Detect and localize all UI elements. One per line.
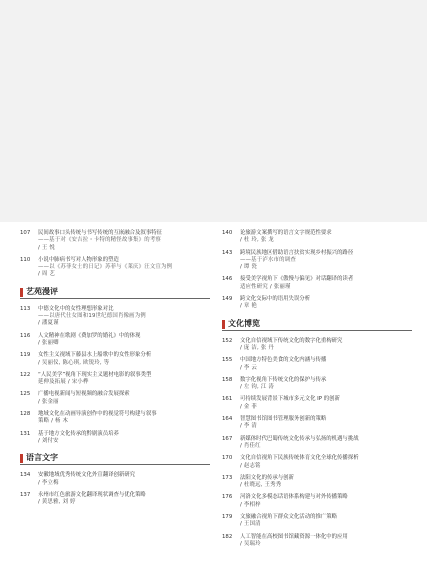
article-title: 广播电视新闻与短视频的融合发展探索 [38, 391, 130, 398]
section-heading-language [20, 453, 210, 465]
page-number: 143 [222, 249, 233, 256]
article-author: / 金 菲 [240, 403, 258, 410]
page-number: 167 [222, 435, 233, 442]
toc-entry[interactable] [222, 357, 412, 372]
toc-entry[interactable] [222, 338, 412, 353]
article-author: / 周 艺 [38, 271, 56, 278]
article-author: / 吴瑞玲 [240, 540, 261, 547]
article-title: 中德文化中的女性理想形象对比 [38, 305, 114, 312]
section-heading-art-review [20, 287, 210, 299]
page-number: 131 [20, 430, 31, 437]
page-number: 152 [222, 337, 233, 344]
article-title: 安徽地域优秀传统文化外宣翻译创新研究 [38, 472, 136, 479]
toc-entry[interactable] [20, 257, 210, 279]
section-heading-culture-expo [222, 319, 412, 331]
section-marker-icon [20, 454, 23, 463]
article-author: / 杜晓远, 王秀秀 [240, 482, 282, 489]
article-title: 可持续发展背景下城市多元文化 IP 的创新 [240, 396, 340, 403]
page-number: 176 [222, 494, 233, 501]
page-number: 164 [222, 416, 233, 423]
toc-entry[interactable] [20, 333, 210, 348]
article-author: / 刘付安 [38, 437, 59, 444]
article-title: 智慧图书馆图书管理服务创新的策略 [240, 416, 327, 423]
article-subtitle: ——基于泸水市的调查 [240, 256, 296, 263]
toc-entry[interactable] [20, 431, 210, 446]
toc-entry[interactable] [222, 436, 412, 451]
article-title: 法阳文化的传承与创新 [240, 474, 294, 481]
toc-entry[interactable] [20, 492, 210, 507]
article-title: 接受美学视角下《傲慢与偏见》对话翻译的读者 [240, 276, 354, 283]
article-subtitle: ——基于对《安吉拉・卡特的精怪故事集》的考察 [38, 237, 161, 244]
page-number: 140 [222, 230, 233, 236]
blank-header-area [0, 0, 427, 222]
article-title: 人工智能在高校图书馆藏资源一体化中的应用 [240, 533, 348, 540]
toc-entry[interactable] [222, 377, 412, 392]
page-number: 155 [222, 357, 233, 364]
article-author: / 李 清 [240, 423, 258, 430]
article-subtitle: ——以唐代仕女图和19世纪德国肖像画为例 [38, 313, 146, 320]
toc-entry[interactable] [222, 494, 412, 509]
article-title: 女性主义视域下藤县水上船歌中的女性形象分析 [38, 352, 152, 359]
article-title: 文化自信视角下民族传统体育文化全球化传播探析 [240, 455, 359, 462]
article-title: 河洛文化多模态话语体系构建与对外传播策略 [240, 494, 348, 501]
article-title: 小说中肺病书写对人物形象的塑造 [38, 256, 119, 263]
article-title: 永州市红色旅游文化翻译现状调查与优化策略 [38, 491, 146, 498]
article-author: / 左 钧, 江 涛 [240, 384, 274, 391]
article-author: / 张金丽 [38, 398, 59, 405]
toc-entry[interactable] [20, 411, 210, 426]
page-number: 149 [222, 296, 233, 303]
page-number: 110 [20, 256, 31, 263]
article-title: 新媒体时代巴蜀传统文化传承与弘扬的机遇与挑战 [240, 435, 359, 442]
article-author: / 张丽卿 [38, 339, 59, 346]
toc-left-column [20, 230, 210, 511]
section-title: 语言文字 [26, 453, 58, 463]
page-number: 161 [222, 396, 233, 403]
article-author: / 王 悦 [38, 244, 56, 251]
page-number: 170 [222, 455, 233, 462]
toc-entry[interactable] [222, 396, 412, 411]
article-author: / 庞 洁, 张 丹 [240, 344, 274, 351]
page-number: 128 [20, 411, 31, 418]
article-author: 策略 / 杨 木 [38, 418, 69, 425]
page-number: 107 [20, 230, 31, 236]
page-number: 173 [222, 474, 233, 481]
article-title: 地域文化在动画导演创作中的视觉符号构建与叙事 [38, 411, 157, 418]
article-title: 跨境民族地区借助语言扶贫实现乡村振兴的路径 [240, 249, 354, 256]
page-number: 116 [20, 332, 31, 339]
article-subtitle: ——以《苏菲女士的日记》苏菲与《莱庆》汪文宣为例 [38, 264, 173, 271]
article-author: / 吴丽仪, 陈心琪, 欧锐玲, 等 [38, 359, 110, 366]
section-marker-icon [222, 320, 225, 329]
toc-entry[interactable] [20, 306, 210, 328]
page-number: 134 [20, 472, 31, 479]
article-author: / 章 艳 [240, 303, 258, 310]
toc-entry[interactable] [222, 475, 412, 490]
article-title: 数字化视角下传统文化的保护与传承 [240, 376, 327, 383]
article-author: 延伸及拓展 / 宋小桦 [38, 379, 89, 386]
article-title: 人文精神在歌剧《费加罗的婚礼》中的体现 [38, 332, 141, 339]
toc-entry[interactable] [20, 391, 210, 406]
page-number: 122 [20, 371, 31, 378]
article-author: / 谭 瓷 [240, 264, 258, 271]
article-title: 论旅游文案撰写的语言文字规范性要求 [240, 230, 332, 236]
toc-entry[interactable] [20, 372, 210, 387]
article-author: / 李相梓 [240, 501, 261, 508]
page-number: 182 [222, 533, 233, 540]
toc-right-column [222, 230, 412, 553]
section-title: 文化博览 [228, 318, 260, 328]
page-number: 125 [20, 391, 31, 398]
article-title: 文旅融合视角下群众文化活动的推广策略 [240, 514, 338, 521]
toc-entry[interactable] [222, 296, 412, 311]
article-title: 中国地方特色美食的文化内涵与传播 [240, 357, 327, 364]
toc-entry[interactable] [222, 230, 412, 245]
toc-entry[interactable] [222, 276, 412, 291]
article-title: “人民美学”视角下现实主义题材电影的叙事类型 [38, 371, 152, 378]
article-author: / 王国清 [240, 521, 261, 528]
article-title: 文化自信视域下传统文化的数字化重构研究 [240, 337, 343, 344]
section-marker-icon [20, 288, 23, 297]
toc-entry[interactable] [222, 455, 412, 470]
page-number: 119 [20, 352, 31, 359]
article-author: 适应性研究 / 张丽瑾 [240, 283, 291, 290]
article-author: / 杜 玲, 张 龙 [240, 237, 274, 244]
article-author: / 李立梅 [38, 479, 59, 486]
article-title: 民间故事口头传统与书写传统的互嵌融合及叙事特征 [38, 230, 162, 236]
toc-entry[interactable] [222, 534, 412, 549]
toc-entry[interactable] [20, 472, 210, 487]
page-number: 146 [222, 276, 233, 283]
article-author: / 肖佳红 [240, 442, 261, 449]
article-author: / 赵志铭 [240, 462, 261, 469]
toc-entry[interactable] [222, 514, 412, 529]
page-number: 113 [20, 305, 31, 312]
page-number: 137 [20, 491, 31, 498]
article-author: / 黄思雅, 刘 婷 [38, 499, 76, 506]
section-title: 艺苑漫评 [26, 286, 58, 296]
article-title: 跨文化交际中的语用失误分析 [240, 296, 311, 303]
toc-entry[interactable] [20, 230, 210, 252]
toc-entry[interactable] [222, 250, 412, 272]
toc-entry[interactable] [20, 352, 210, 367]
article-title: 基于地方文化传承的黔剧演员培养 [38, 430, 119, 437]
article-author: / 潘夏谨 [38, 320, 59, 327]
page-number: 158 [222, 376, 233, 383]
article-author: / 李 云 [240, 364, 258, 371]
toc-entry[interactable] [222, 416, 412, 431]
page-number: 179 [222, 514, 233, 521]
